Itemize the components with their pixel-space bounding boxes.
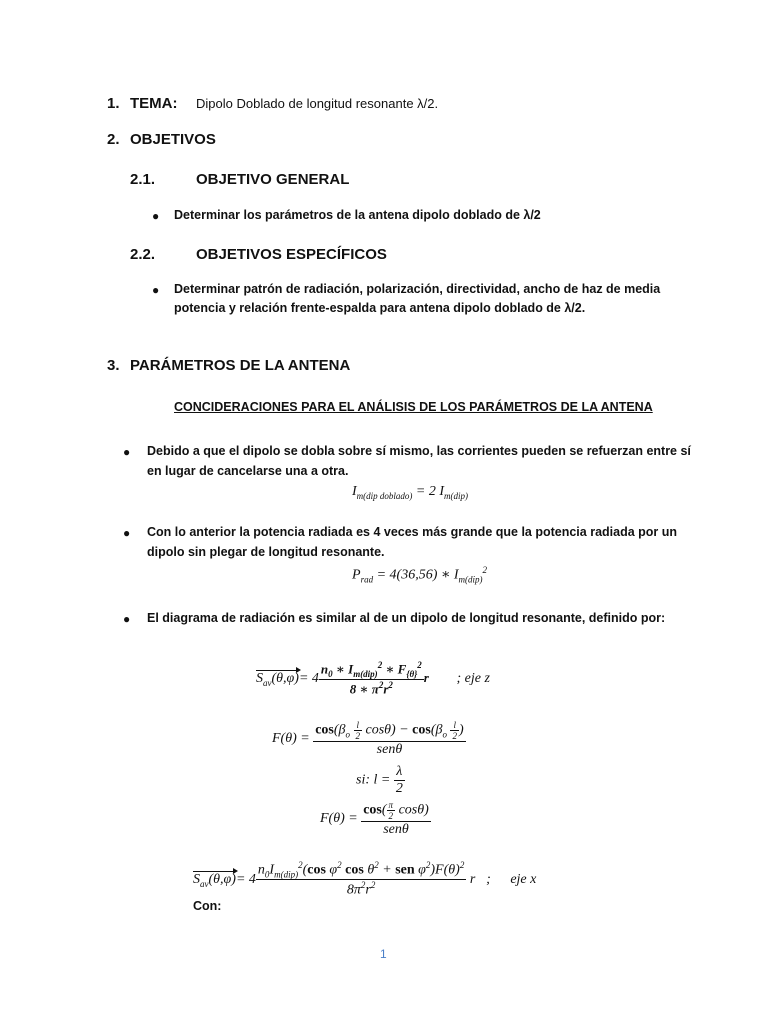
consideration-2-line-1: Con lo anterior la potencia radiada es 4 veces más grande que la potencia radiada por un bbox=[147, 525, 678, 539]
equation-power: $P_{rad} = 4(36,56)$ ∗ $I_{m(dip)}^2$ bbox=[352, 565, 488, 585]
con-label: Con: bbox=[193, 899, 222, 913]
equation-poynting-z: $S_{av}(\theta,\varphi)= 4$ $\frac{n_0 ∗ I_{m(dip)}^2 ∗ F_{\{\theta\}}^2}{8 ∗ \pi^2r^2}$ r⃗ ; eje z bbox=[256, 660, 490, 697]
equation-radiation-function-simplified: F(θ) = cos( $\frac{\pi}{2}$ cosθ) senθ bbox=[320, 800, 429, 837]
section-2-title: OBJETIVOS bbox=[130, 131, 216, 148]
page-number: 1 bbox=[380, 947, 387, 961]
objective-specific-line-1: Determinar patrón de radiación, polarización, directividad, ancho de haz de media bbox=[174, 282, 661, 296]
bullet-icon: ● bbox=[152, 209, 160, 223]
section-3-title: PARÁMETROS DE LA ANTENA bbox=[130, 357, 351, 374]
equation-poynting-x: $S_{av}(\theta,\varphi)= 4$ $\frac{n_0I_{m(dip)}^2(\cos \varphi^2 \cos \theta^2 + sen \varphi^2)F(\theta)^2}{8\pi^2r^2}$ r⃗; eje x bbox=[193, 860, 537, 899]
bullet-icon: ● bbox=[123, 612, 131, 626]
section-2-2-number: 2.2. bbox=[130, 246, 156, 263]
consideration-1-line-2: en lugar de cancelarse una a otra. bbox=[147, 464, 349, 478]
bullet-icon: ● bbox=[123, 526, 131, 540]
section-2-1-number: 2.1. bbox=[130, 171, 156, 188]
section-3-number: 3. bbox=[107, 357, 120, 374]
section-1-title: TEMA: bbox=[130, 95, 178, 112]
axis-x-label: eje x bbox=[510, 871, 537, 887]
consideration-3-line-1: El diagrama de radiación es similar al de un dipolo de longitud resonante, definido por: bbox=[147, 611, 666, 625]
equation-current: $I_{m(dip doblado)} = 2$ $I_{m(dip)}$ bbox=[352, 484, 469, 501]
equation-length-condition: si: l = $\frac{\lambda}{2}$ bbox=[356, 764, 403, 796]
bullet-icon: ● bbox=[152, 283, 160, 297]
section-2-2-title: OBJETIVOS ESPECÍFICOS bbox=[196, 246, 387, 263]
objective-general-text: Determinar los parámetros de la antena dipolo doblado de λ/2 bbox=[174, 208, 541, 222]
consideration-2-line-2: dipolo sin plegar de longitud resonante. bbox=[147, 545, 385, 559]
section-3-subtitle: CONCIDERACIONES PARA EL ANÁLISIS DE LOS PARÁMETROS DE LA ANTENA bbox=[174, 400, 653, 414]
section-1-number: 1. bbox=[107, 95, 120, 112]
consideration-1-line-1: Debido a que el dipolo se dobla sobre sí mismo, las corrientes pueden se refuerzan entre sí bbox=[147, 444, 691, 458]
objective-specific-line-2: potencia y relación frente-espalda para antena dipolo doblado de λ/2. bbox=[174, 301, 586, 315]
axis-z-label: ; eje z bbox=[456, 670, 490, 686]
section-1-text: Dipolo Doblado de longitud resonante λ/2. bbox=[196, 96, 439, 111]
section-2-number: 2. bbox=[107, 131, 120, 148]
bullet-icon: ● bbox=[123, 445, 131, 459]
section-2-1-title: OBJETIVO GENERAL bbox=[196, 171, 350, 188]
equation-radiation-function: F(θ) = $\cos(\beta_o$ $\frac{l}{2}$ $\cos\theta) - \cos(\beta_o$ $\frac{l}{2}$ ) senθ bbox=[272, 720, 464, 757]
